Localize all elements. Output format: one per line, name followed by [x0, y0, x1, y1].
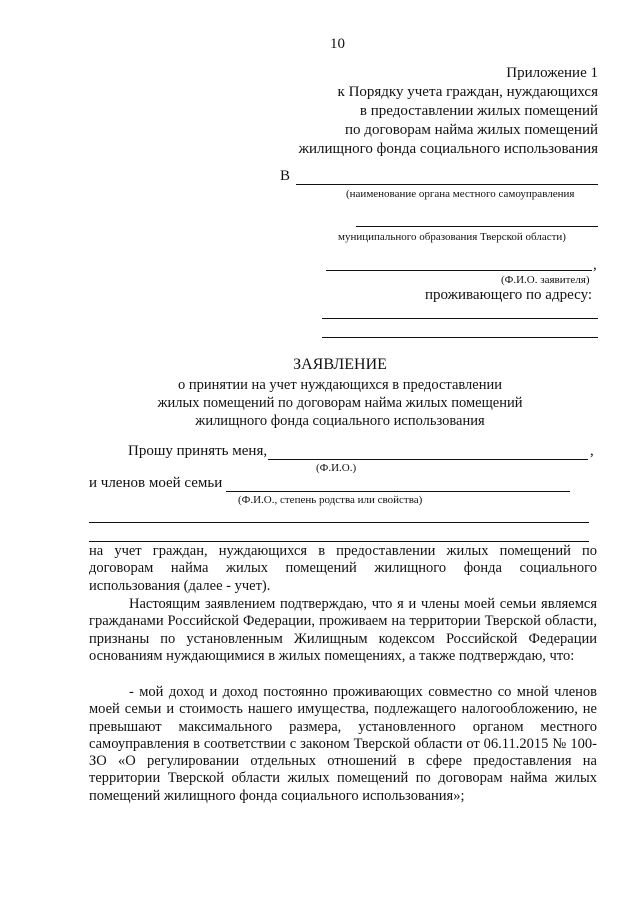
- family-line-3[interactable]: [89, 541, 589, 542]
- appendix-line-4: жилищного фонда социального использования: [298, 141, 598, 157]
- appendix-header: [238, 64, 598, 159]
- caption-family: (Ф.И.О., степень родства или свойства): [238, 494, 423, 506]
- address-line-1[interactable]: [322, 318, 598, 319]
- statement-subtitle-line-2: жилых помещений по договорам найма жилых помещений: [157, 395, 523, 411]
- body-paragraph-1: на учет граждан, нуждающихся в предоставлении жилых помещений по договорам найма жилых помещений жилищного фонда социального использования (далее - учет).: [89, 543, 597, 594]
- page-number: 10: [330, 36, 345, 52]
- statement-title: ЗАЯВЛЕНИЕ: [293, 356, 387, 373]
- address-line-2[interactable]: [322, 337, 598, 338]
- fio-line[interactable]: [268, 459, 588, 460]
- appendix-line-3: по договорам найма жилых помещений: [345, 122, 598, 138]
- addressee-prefix: В: [280, 168, 291, 184]
- residing-label: проживающего по адресу:: [425, 287, 593, 303]
- body-paragraph-3: - мой доход и доход постоянно проживающих совместно со мной членов моей семьи и стоимость нашего имущества, подлежащего налогообложению, не превышают максимального размера, установленного органом местного самоуправления в соответствии с законом Тверской области от 06.11.2015 № 100-ЗО «О регулировании отдельных отношений в сфере предоставления на территории Тверской области жилых помещений по договорам найма жилых помещений жилищного фонда социального использования»;: [89, 684, 597, 804]
- body-paragraph-2: Настоящим заявлением подтверждаю, что я и члены моей семьи являемся гражданами Российской Федерации, проживаем на территории Тверской области, признаны по установленным Жилищным кодексом Российской Федерации основаниям нуждающимися в жилых помещениях, а также подтверждаю, что:: [89, 596, 597, 664]
- family-line-1[interactable]: [226, 491, 570, 492]
- appendix-line-2: в предоставлении жилых помещений: [359, 103, 598, 119]
- caption-municipality: муниципального образования Тверской области): [338, 231, 566, 243]
- statement-subtitle-line-3: жилищного фонда социального использования: [195, 413, 485, 429]
- statement-subtitle: [90, 376, 590, 430]
- caption-authority: (наименование органа местного самоуправления: [346, 188, 575, 200]
- appendix-line-1: к Порядку учета граждан, нуждающихся: [337, 84, 598, 100]
- family-label: и членов моей семьи: [89, 475, 223, 491]
- authority-name-line[interactable]: [296, 184, 598, 185]
- request-comma: ,: [590, 443, 594, 459]
- caption-fio: (Ф.И.О.): [316, 462, 357, 474]
- family-line-2[interactable]: [89, 522, 589, 523]
- appendix-title: Приложение 1: [506, 65, 598, 81]
- request-prompt: Прошу принять меня,: [128, 443, 268, 459]
- caption-applicant: (Ф.И.О. заявителя): [501, 274, 590, 286]
- applicant-name-line[interactable]: [326, 270, 592, 271]
- applicant-comma: ,: [593, 257, 597, 273]
- statement-subtitle-line-1: о принятии на учет нуждающихся в предоставлении: [178, 377, 502, 393]
- municipality-line[interactable]: [356, 226, 598, 227]
